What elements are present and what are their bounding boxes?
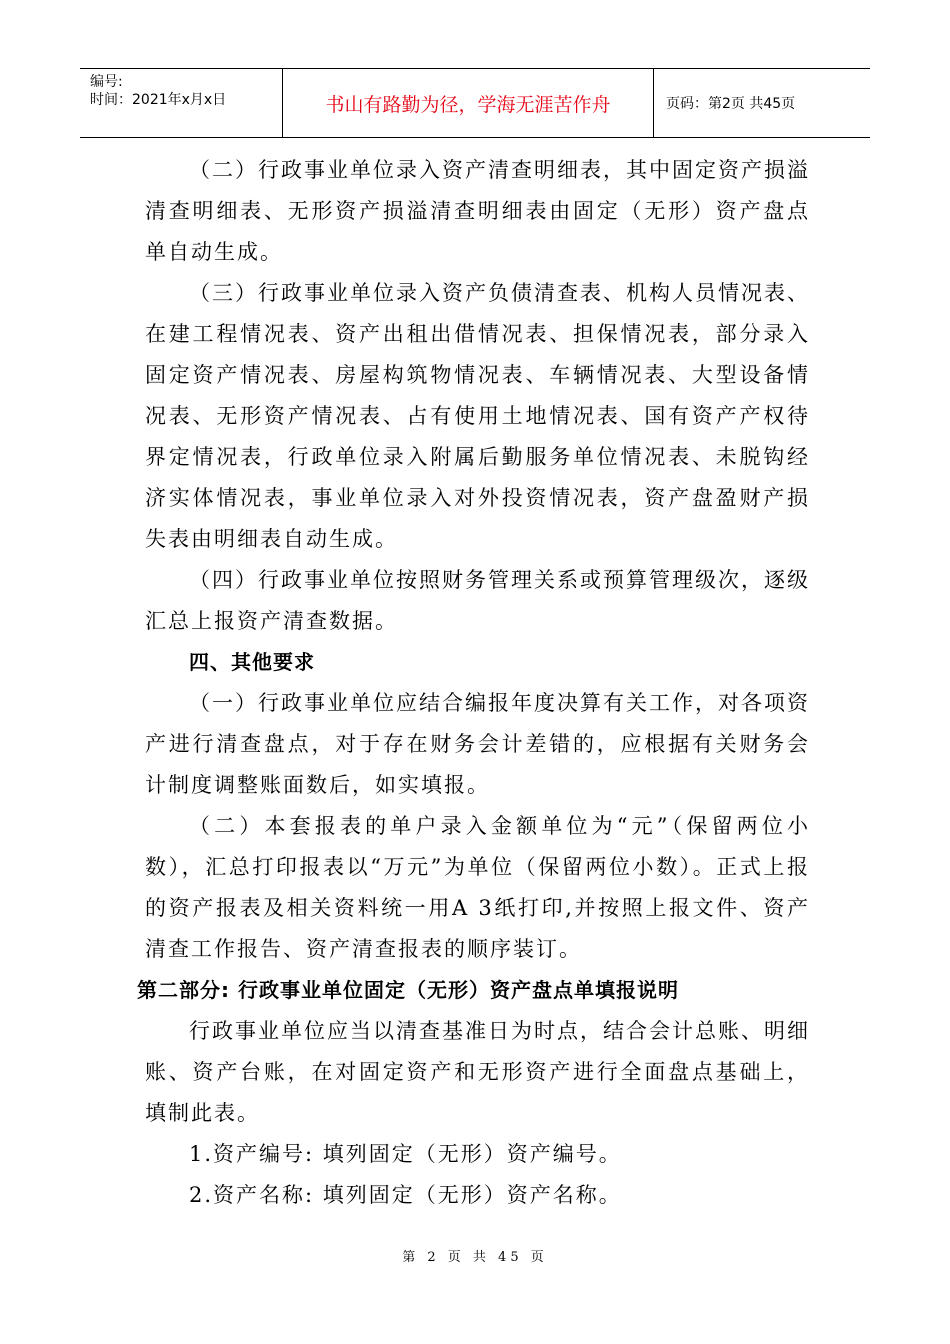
paragraph: （三）行政事业单位录入资产负债清查表、机构人员情况表、在建工程情况表、资产出租出借情况表、担保情况表，部分录入固定资产情况表、房屋构筑物情况表、车辆情况表、大型设备情况表、无形资产情况表、占有使用土地情况表、国有资产产权待界定情况表，行政单位录入附属后勤服务单位情况表、未脱钩经济实体情况表，事业单位录入对外投资情况表，资产盘盈财产损失表由明细表自动生成。: [145, 281, 810, 551]
paragraph: （四）行政事业单位按照财务管理关系或预算管理级次，逐级汇总上报资产清查数据。: [145, 568, 810, 633]
time-label: 时间：2021年x月x日: [90, 92, 227, 108]
document-body: [137, 150, 810, 1216]
header-motto: 书山有路勤为径，学海无涯苦作舟: [282, 69, 654, 137]
header-meta: [80, 69, 282, 137]
paragraph: 行政事业单位应当以清查基准日为时点，结合会计总账、明细账、资产台账，在对固定资产和无形资产进行全面盘点基础上，填制此表。: [145, 1019, 810, 1125]
list-item: 2.资产名称: 填列固定（无形）资产名称。: [189, 1183, 622, 1207]
header-page-info: 页码：第2页 共45页: [666, 96, 796, 112]
page-footer: 第 2 页 共 45 页: [402, 1250, 548, 1265]
paragraph: （一）行政事业单位应结合编报年度决算有关工作，对各项资产进行清查盘点，对于存在财务会计差错的，应根据有关财务会计制度调整账面数后，如实填报。: [145, 691, 810, 797]
section-heading: 四、其他要求: [189, 650, 315, 674]
paragraph: （二）行政事业单位录入资产清查明细表，其中固定资产损溢清查明细表、无形资产损溢清查明细表由固定（无形）资产盘点单自动生成。: [145, 158, 810, 264]
part-heading: 第二部分: 行政事业单位固定（无形）资产盘点单填报说明: [137, 978, 679, 1002]
page-header: [80, 68, 870, 138]
paragraph: （二）本套报表的单户录入金额单位为“元”（保留两位小数），汇总打印报表以“万元”为单位（保留两位小数）。正式上报的资产报表及相关资料统一用A 3纸打印,并按照上报文件、资产清查工作报告、资产清查报表的顺序装订。: [145, 814, 810, 961]
list-item: 1.资产编号: 填列固定（无形）资产编号。: [189, 1142, 622, 1166]
number-label: 编号:: [90, 74, 123, 90]
